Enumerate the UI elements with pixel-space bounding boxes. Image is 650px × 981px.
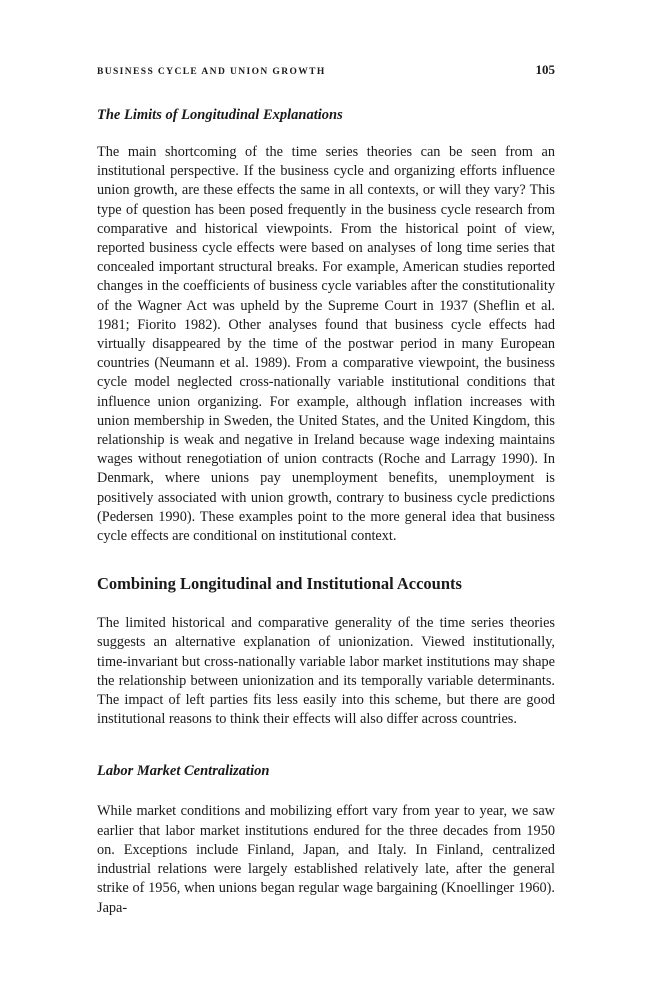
running-title: BUSINESS CYCLE AND UNION GROWTH — [97, 67, 326, 77]
section-heading: Labor Market Centralization — [97, 763, 270, 780]
running-header — [97, 62, 555, 84]
section-limits — [97, 105, 555, 546]
body-paragraph: The limited historical and comparative generality of the time series theories suggests an alternative explanation of unionization. Viewed institutionally, time-invariant but cross-nationally variable labor market institutions may shape the relationship between unionization and its temporally variable determinants. The impact of left parties fits less easily into this scheme, but there are good institutional reasons to think their effects will also differ across countries. — [97, 615, 555, 728]
page-number: 105 — [535, 62, 555, 77]
body-paragraph: While market conditions and mobilizing effort vary from year to year, we saw earlier that labor market institutions endured for the three decades from 1950 on. Exceptions include Finland, Japan, and Italy. In Finland, centralized industrial relations were largely established relatively late, after the general strike of 1956, when unions began regular wage bargaining (Knoellinger 1960). Japa- — [97, 803, 555, 916]
section-centralization — [97, 761, 555, 917]
body-paragraph: The main shortcoming of the time series theories can be seen from an institutional perspective. If the business cycle and organizing efforts influence union growth, are these effects the same in all contexts, or will they vary? This type of question has been posed frequently in the business cycle research from comparative and historical viewpoints. From the historical point of view, reported business cycle effects were based on analyses of long time series that concealed important structural breaks. For example, American studies reported changes in the coefficients of business cycle variables after the constitutionality of the Wagner Act was upheld by the Supreme Court in 1937 (Sheflin et al. 1981; Fiorito 1982). Other analyses found that business cycle effects had virtually disappeared by the time of the postwar period in many European countries (Neumann et al. 1989). From a comparative viewpoint, the business cycle model neglected cross-nationally variable institutional conditions that influence union organizing. For example, although inflation increases with union membership in Sweden, the United States, and the United Kingdom, this relationship is weak and negative in Ireland because wage indexing maintains wages without renegotiation of union contracts (Roche and Larragy 1990). In Denmark, where unions pay unemployment benefits, unemployment is positively associated with union growth, contrary to business cycle predictions (Pedersen 1990). These examples point to the more general idea that business cycle effects are conditional on institutional context. — [97, 144, 555, 545]
section-heading: The Limits of Longitudinal Explanations — [97, 107, 343, 123]
section-combining — [97, 573, 555, 729]
book-page — [97, 62, 555, 918]
section-heading: Combining Longitudinal and Institutional Accounts — [97, 574, 462, 594]
